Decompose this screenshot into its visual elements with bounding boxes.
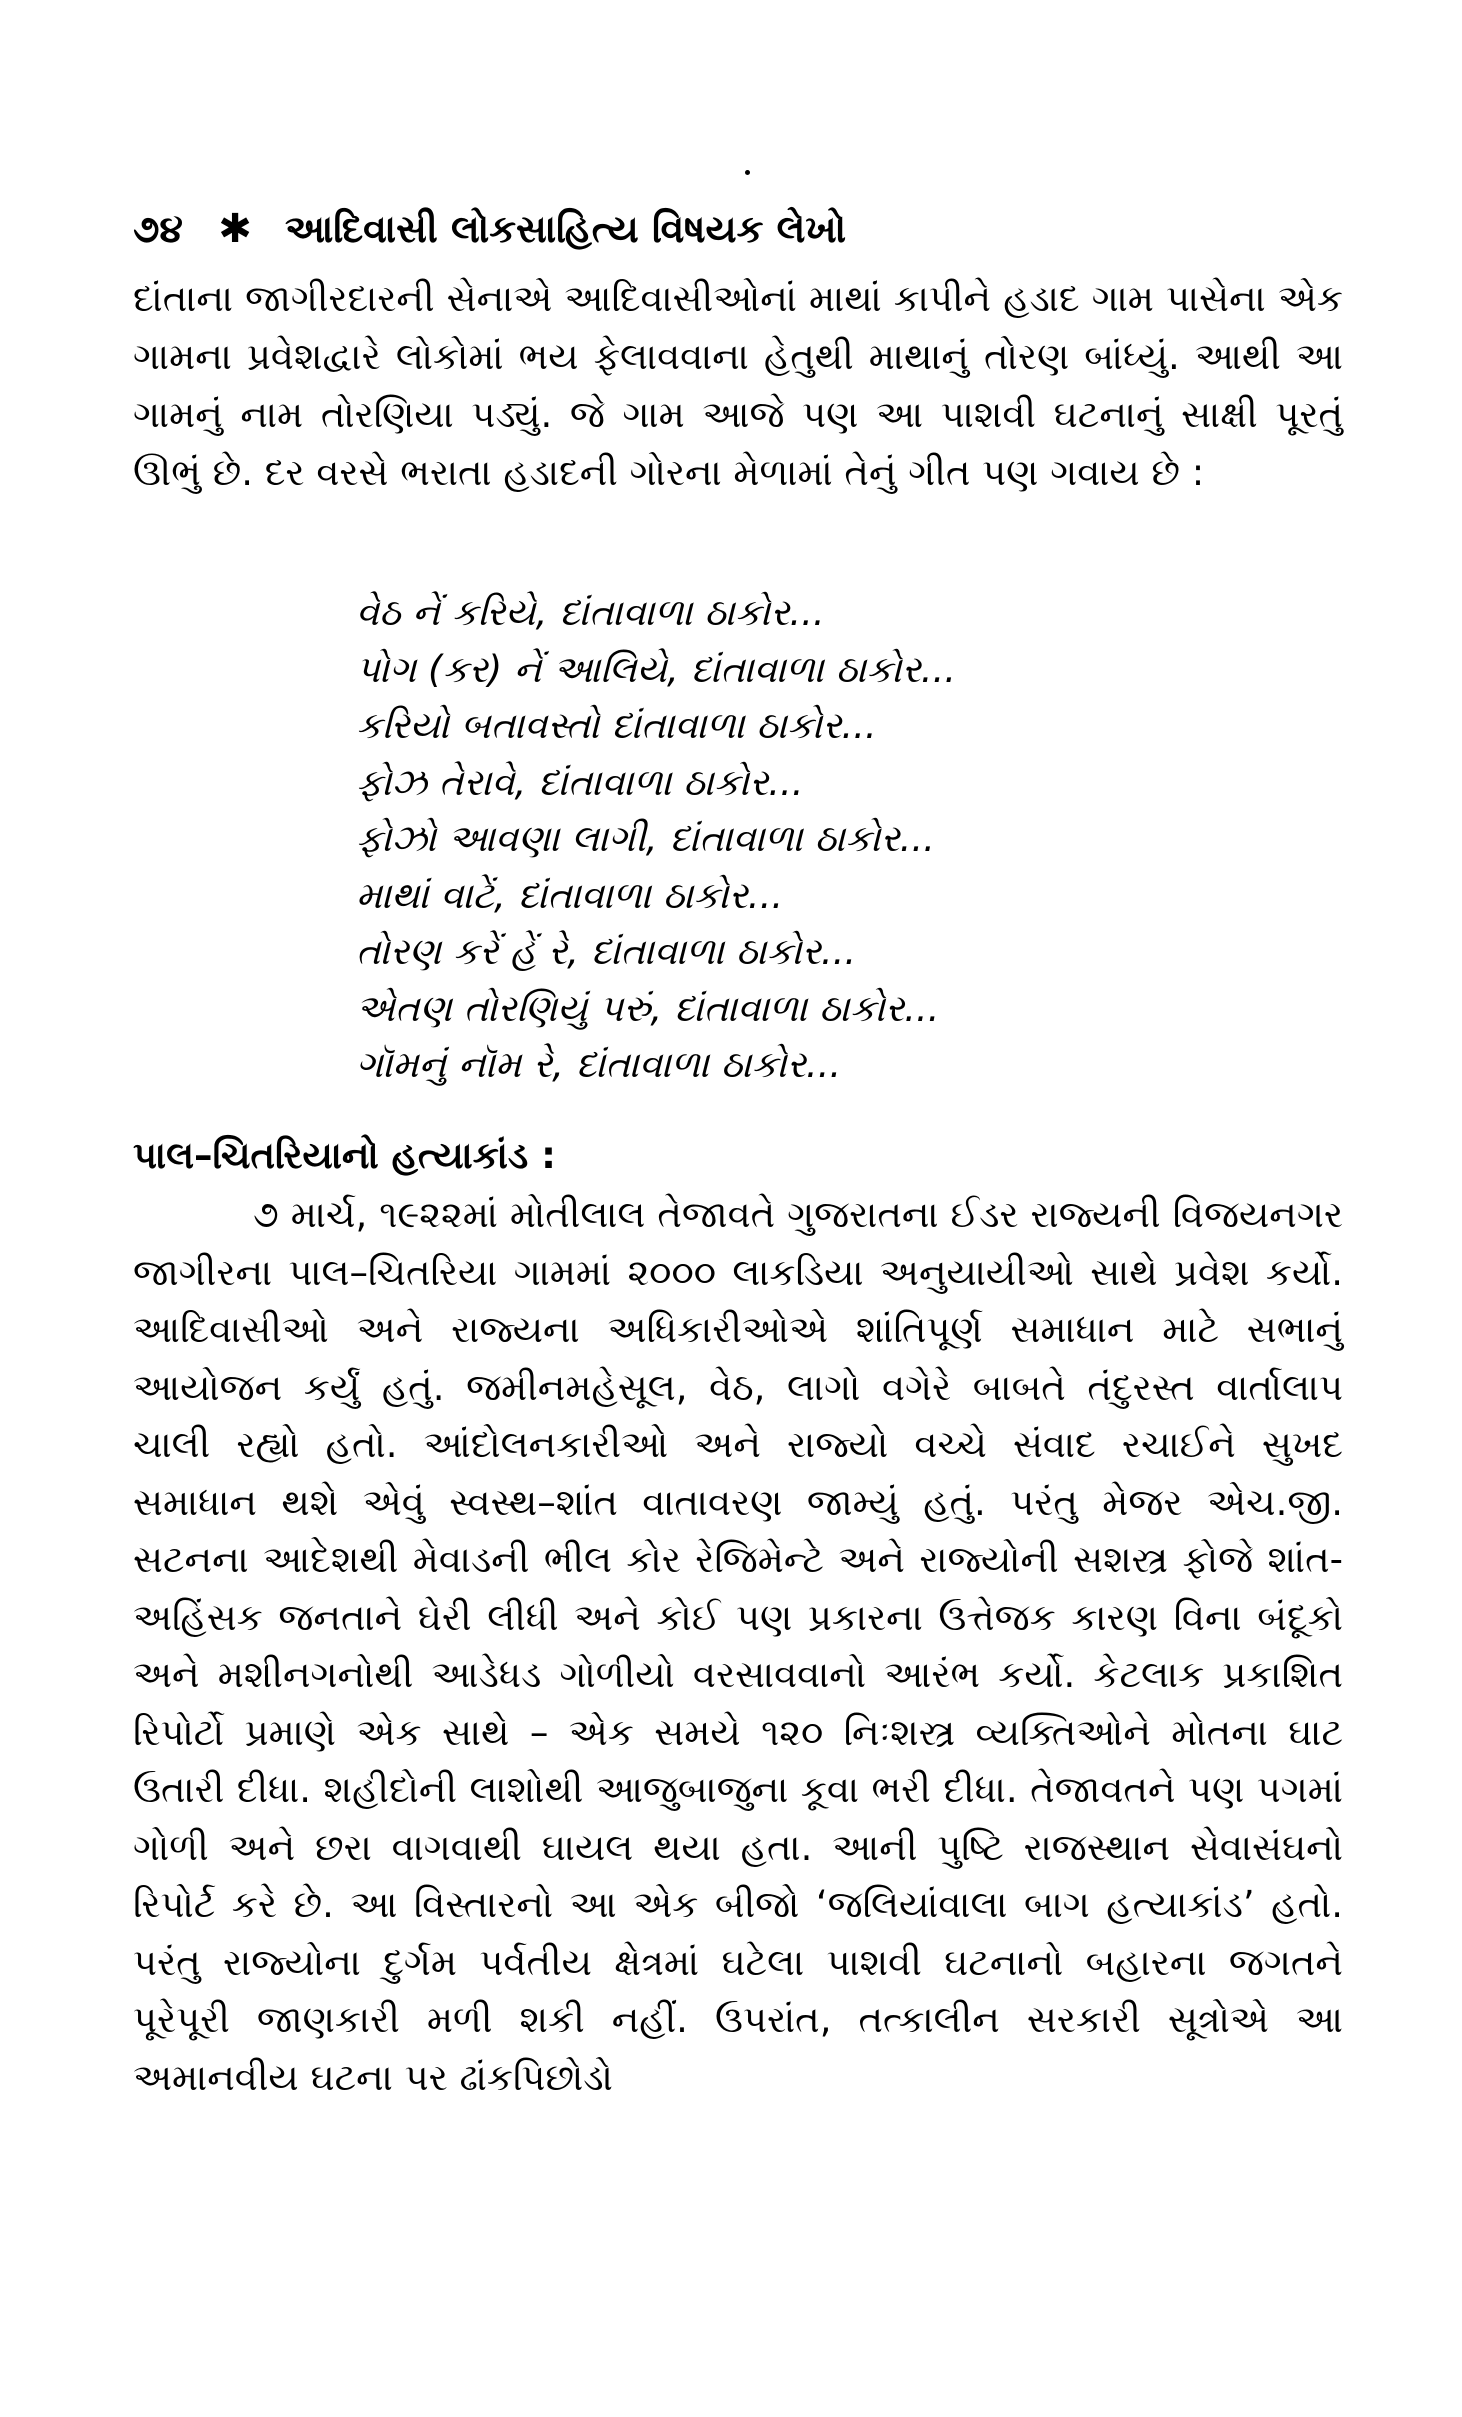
page-number: ૭૪ — [133, 206, 183, 251]
song-line: ફોઝો આવણા લાગી, દાંતાવાળા ઠાકોર... — [356, 817, 935, 860]
paragraph-torania: દાંતાના જાગીરદારની સેનાએ આદિવાસીઓનાં માથાં કાપીને હડાદ ગામ પાસેના એક ગામના પ્રવેશદ્વારે લોકોમાં ભય ફેલાવવાના હેતુથી માથાનું તોરણ બાંધ્યું. આથી આ ગામનું નામ તોરણિયા પડ્યું. જે ગામ આજે પણ આ પાશવી ઘટનાનું સાક્ષી પૂરતું ઊભું છે. દર વરસે ભરાતા હડાદની ગોરના મેળામાં તેનું ગીત પણ ગવાય છે : — [133, 277, 1343, 494]
section-heading: પાલ–ચિતરિયાનો હત્યાકાંડ : — [133, 1134, 556, 1177]
asterisk-icon: ✱ — [218, 205, 252, 252]
paragraph-pal-chitariya: ૭ માર્ચ, ૧૯૨૨માં મોતીલાલ તેજાવતે ગુજરાતના ઈડર રાજ્યની વિજયનગર જાગીરના પાલ–ચિતરિયા ગામમાં ૨૦૦૦ લાકડિયા અનુયાયીઓ સાથે પ્રવેશ કર્યો. આદિવાસીઓ અને રાજ્યના અધિકારીઓએ શાંતિપૂર્ણ સમાધાન માટે સભાનું આયોજન કર્યું હતું. જમીનમહેસૂલ, વેઠ, લાગો વગેરે બાબતે તંદુરસ્ત વાર્તાલાપ ચાલી રહ્યો હતો. આંદોલનકારીઓ અને રાજ્યો વચ્ચે સંવાદ રચાઈને સુખદ સમાધાન થશે એવું સ્વસ્થ–શાંત વાતાવરણ જામ્યું હતું. પરંતુ મેજર એચ.જી. સટનના આદેશથી મેવાડની ભીલ કોર રેજિમેન્ટે અને રાજ્યોની સશસ્ત્ર ફોજે શાંત-અહિંસક જનતાને ઘેરી લીધી અને કોઈ પણ પ્રકારના ઉત્તેજક કારણ વિના બંદૂકો અને મશીનગનોથી આડેધડ ગોળીયો વરસાવવાનો આરંભ કર્યો. કેટલાક પ્રકાશિત રિપોર્ટો પ્રમાણે એક સાથે – એક સમયે ૧૨૦ નિઃશસ્ત્ર વ્યક્તિઓને મોતના ઘાટ ઉતારી દીધા. શહીદોની લાશોથી આજુબાજુના કૂવા ભરી દીધા. તેજાવતને પણ પગમાં ગોળી અને છરા વાગવાથી ઘાયલ થયા હતા. આની પુષ્ટિ રાજસ્થાન સેવાસંઘનો રિપોર્ટ કરે છે. આ વિસ્તારનો આ એક બીજો ‘જલિયાંવાલા બાગ હત્યાકાંડ’ હતો. પરંતુ રાજ્યોના દુર્ગમ પર્વતીય ક્ષેત્રમાં ઘટેલા પાશવી ઘટનાનો બહારના જગતને પૂરેપૂરી જાણકારી મળી શકી નહીં. ઉપરાંત, તત્કાલીન સરકારી સૂત્રોએ આ અમાનવીય ઘટના પર ઢાંકપિછોડો — [133, 1193, 1343, 2099]
song-line: એતણ તોરણિયું પરું, દાંતાવાળા ઠાકોર... — [356, 986, 940, 1030]
print-speck — [745, 170, 750, 175]
song-line: માથાં વાટેં, દાંતાવાળા ઠાકોર... — [356, 873, 784, 917]
book-title: આદિવાસી લોકસાહિત્ય વિષયક લેખો — [284, 206, 847, 251]
song-line: તોરણ કરેં હેં રે, દાંતાવાળા ઠાકોર... — [356, 930, 857, 973]
running-header — [133, 196, 1343, 256]
song-line: કરિયો બતાવસ્તો દાંતાવાળા ઠાકોર... — [356, 704, 877, 747]
song-line: વેઠ નેં કરિયે, દાંતાવાળા ઠાકોર... — [356, 591, 825, 634]
song-line: પોગ (કર) નેં આલિયે, દાંતાવાળા ઠાકોર... — [356, 647, 956, 691]
folk-song — [356, 585, 1356, 1094]
song-line: ગૉમનું નૉમ રે, દાંતાવાળા ઠાકોર... — [356, 1043, 842, 1086]
song-line: ફોઝ તેરાવે, દાંતાવાળા ઠાકોર... — [356, 760, 804, 804]
